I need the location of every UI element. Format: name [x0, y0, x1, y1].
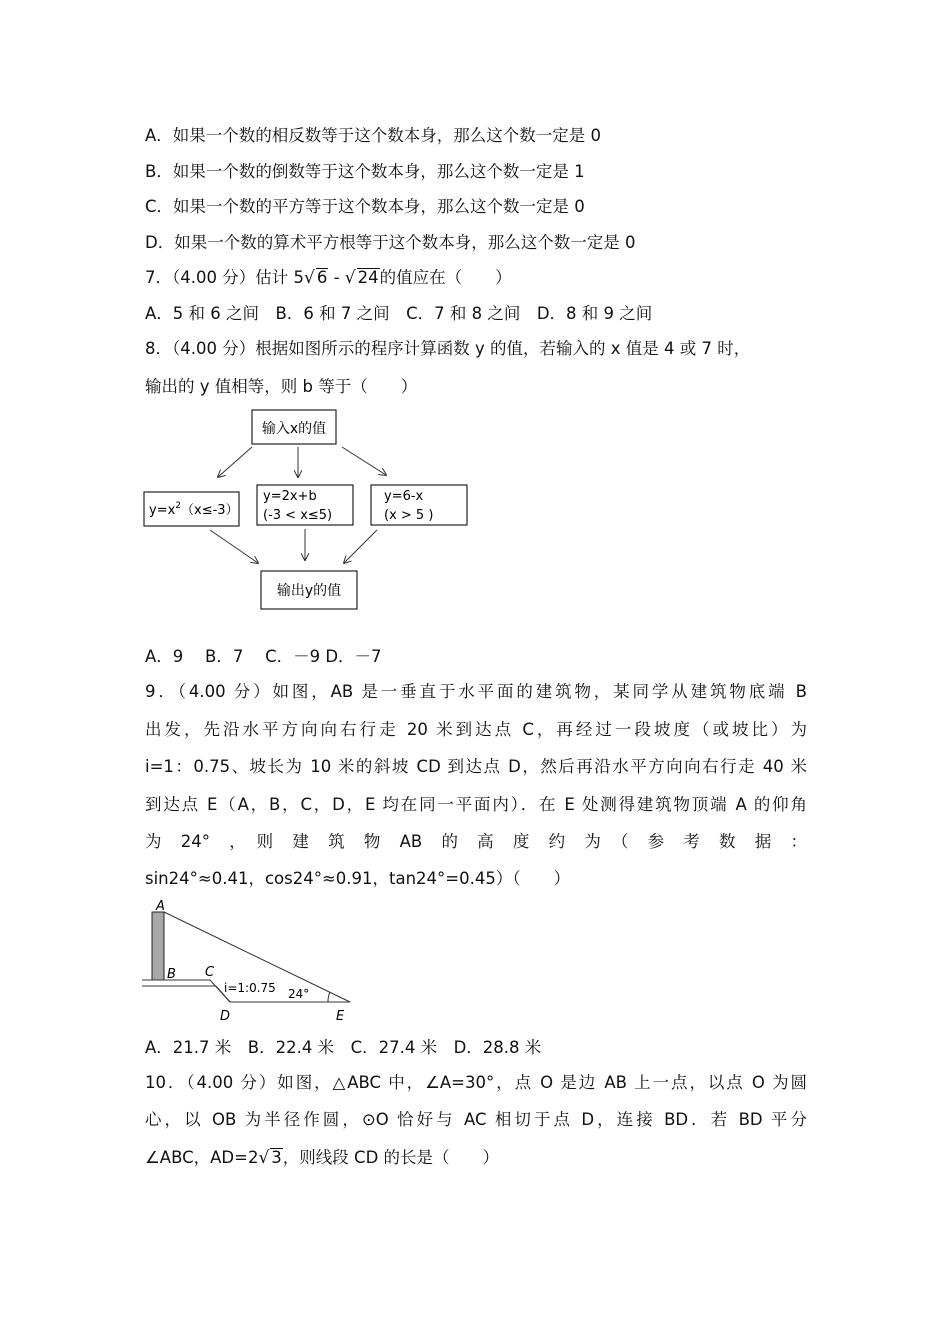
flow-box-2-line-1: y=2x+b: [263, 489, 317, 504]
flow-arrow: [344, 530, 377, 563]
q10-line-3-pre: ∠ABC，AD=2: [145, 1148, 259, 1167]
label-c: C: [205, 965, 215, 980]
q9-line-1: 9．（4.00 分）如图，AB 是一垂直于水平面的建筑物，某同学从建筑物底端 B: [145, 682, 807, 701]
label-b: B: [167, 967, 176, 982]
q8-flowchart: [140, 405, 475, 615]
q7-prefix: 7．（4.00 分）估计 5: [145, 268, 304, 287]
q9-line-3: i=1：0.75、坡长为 10 米的斜坡 CD 到达点 D，然后再沿水平方向向右行走 40 米: [145, 757, 807, 776]
q6-option-c: C．如果一个数的平方等于这个数本身，那么这个数一定是 0: [145, 197, 585, 216]
flow-arrow: [342, 447, 386, 475]
flow-box-1-label: [149, 501, 239, 518]
q7-radicand-1: 6: [316, 268, 328, 287]
flow-box-1-b: （x≤-3）: [181, 503, 239, 518]
flow-box-2-line-2: (-3 < x≤5): [263, 508, 333, 523]
q8-line-2: 输出的 y 值相等，则 b 等于（ ）: [145, 377, 418, 396]
angle-arc: [328, 992, 330, 1002]
q9-line-5: 为 24° ， 则 建 筑 物 AB 的 高 度 约 为 （ 参 考 数 据 ：: [145, 832, 807, 851]
sqrt-symbol: √: [344, 268, 356, 288]
q10-line-1: 10．（4.00 分）如图，△ABC 中，∠A=30°，点 O 是边 AB 上一点，以点 O 为圆: [145, 1073, 807, 1092]
sqrt-symbol: √: [303, 268, 315, 288]
q10-line-3-post: ，则线段 CD 的长是（ ）: [282, 1148, 500, 1167]
q7-options: A．5 和 6 之间 B．6 和 7 之间 C．7 和 8 之间 D．8 和 9 之间: [145, 304, 653, 323]
flow-arrow: [218, 447, 252, 477]
q9-line-6: sin24°≈0.41，cos24°≈0.91，tan24°=0.45）（ ）: [145, 869, 571, 888]
q9-line-2: 出发，先沿水平方向向右行走 20 米到达点 C，再经过一段坡度（或坡比）为: [145, 720, 807, 739]
q10-line-2: 心，以 OB 为半径作圆，⊙O 恰好与 AC 相切于点 D，连接 BD．若 BD 平分: [145, 1110, 807, 1129]
flow-input-label: 输入x的值: [261, 421, 327, 437]
flow-arrow: [210, 530, 258, 563]
q9-figure: [140, 898, 360, 1028]
q7-radicand-2: 24: [357, 268, 379, 287]
q6-option-d: D．如果一个数的算术平方根等于这个数本身，那么这个数一定是 0: [145, 233, 636, 252]
building-ab: [152, 912, 164, 980]
label-d: D: [220, 1009, 231, 1024]
q6-option-a: A．如果一个数的相反数等于这个数本身，那么这个数一定是 0: [145, 126, 602, 145]
q10-line-3: [145, 1146, 499, 1170]
label-e: E: [336, 1009, 345, 1024]
q7-stem: [145, 266, 512, 290]
q9-options: A．21.7 米 B．22.4 米 C．27.4 米 D．28.8 米: [145, 1038, 542, 1057]
q8-line-1: 8．（4.00 分）根据如图所示的程序计算函数 y 的值，若输入的 x 值是 4 或 7 时，: [145, 339, 751, 358]
q10-radicand: 3: [271, 1148, 282, 1167]
q8-options: A．9 B．7 C．－9 D．－7: [145, 647, 382, 666]
q9-line-4: 到达点 E（A，B，C，D，E 均在同一平面内）．在 E 处测得建筑物顶端 A 的仰角: [145, 795, 807, 814]
flow-box-1-sup: 2: [175, 501, 182, 511]
flow-box-3-line-2: (x > 5 ): [384, 508, 434, 523]
q7-minus: -: [328, 268, 345, 287]
label-a: A: [156, 899, 165, 914]
label-slope: i=1:0.75: [224, 981, 276, 995]
flow-box-1-a: y=x: [149, 503, 176, 518]
flow-box-3-line-1: y=6-x: [384, 489, 424, 504]
q7-suffix: 的值应在（ ）: [379, 268, 512, 287]
flow-output-label: 输出y的值: [276, 583, 342, 599]
sqrt-symbol: √: [258, 1148, 270, 1168]
q6-option-b: B．如果一个数的倒数等于这个数本身，那么这个数一定是 1: [145, 162, 585, 181]
label-angle: 24°: [288, 987, 310, 1001]
